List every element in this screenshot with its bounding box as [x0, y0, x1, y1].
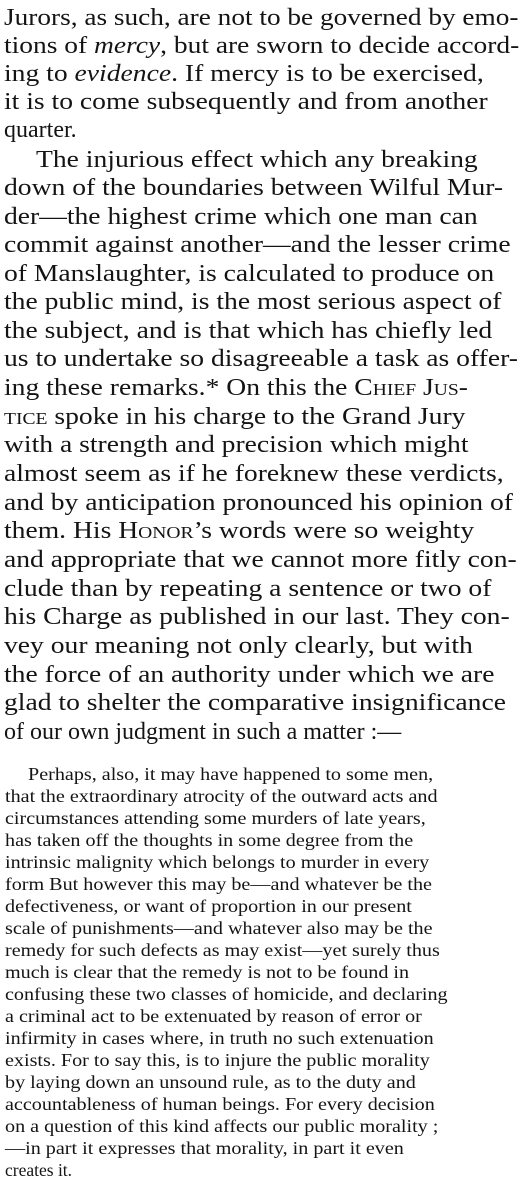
text-line: it is to come subsequently and from another	[4, 89, 488, 115]
text-line: commit against another—and the lesser crime	[4, 232, 511, 258]
quote-line: intrinsic malignity which belongs to murder in every	[5, 852, 430, 872]
quote-line: on a question of this kind affects our public morality ;	[5, 1116, 439, 1136]
quote-line: by laying down an unsound rule, as to the duty and	[5, 1072, 416, 1092]
text-line: tice spoke in his charge to the Grand Jury	[4, 404, 466, 430]
text-line: glad to shelter the comparative insignificance	[4, 690, 506, 716]
quote-line: scale of punishments—and whatever also may be the	[5, 918, 433, 938]
text-line: of our own judgment in such a matter :—	[4, 719, 402, 745]
quote-line: form But however this may be—and whatever be the	[5, 874, 432, 894]
text-line: quarter.	[4, 117, 77, 143]
text-line: with a strength and precision which might	[4, 432, 469, 458]
text-line: ing these remarks.* On this the Chief Jus-	[4, 375, 468, 401]
text-line: tions of mercy, but are sworn to decide accord-	[4, 33, 520, 59]
text-line: of Manslaughter, is calculated to produce on	[4, 261, 495, 287]
text-line: the public mind, is the most serious aspect of	[4, 289, 502, 315]
quote-line: defectiveness, or want of proportion in our present	[5, 896, 412, 916]
quote-line: has taken off the thoughts in some degree from the	[5, 830, 414, 850]
quote-line: remedy for such defects as may exist—yet surely thus	[5, 940, 440, 960]
text-line: clude than by repeating a sentence or two of	[4, 576, 492, 602]
text-line: them. His Honor’s words were so weighty	[4, 518, 475, 544]
quote-line: accountableness of human beings. For every decision	[5, 1094, 435, 1114]
quote-line: circumstances attending some murders of late years,	[5, 808, 426, 828]
text-line: down of the boundaries between Wilful Mur-	[4, 175, 504, 201]
quote-line: Perhaps, also, it may have happened to some men,	[28, 764, 434, 784]
text-line: vey our meaning not only clearly, but with	[4, 633, 473, 659]
text-line: almost seem as if he foreknew these verdicts,	[4, 461, 504, 487]
text-line: The injurious effect which any breaking	[36, 147, 478, 173]
text-line: and by anticipation pronounced his opinion of	[4, 490, 513, 516]
quote-line: exists. For to say this, is to injure the public morality	[5, 1050, 430, 1070]
quote-line: much is clear that the remedy is not to be found in	[5, 962, 410, 982]
quote-line: infirmity in cases where, in truth no such extenuation	[5, 1028, 434, 1048]
quote-line: that the extraordinary atrocity of the outward acts and	[5, 786, 438, 806]
text-line: and appropriate that we cannot more fitly con-	[4, 547, 517, 573]
text-line: der—the highest crime which one man can	[4, 204, 478, 230]
quote-line: a criminal act to be extenuated by reason of error or	[5, 1006, 422, 1026]
text-line: Jurors, as such, are not to be governed by emo-	[4, 5, 519, 31]
quote-line: creates it.	[5, 1160, 73, 1180]
text-line: the force of an authority under which we are	[4, 662, 495, 688]
text-line: his Charge as published in our last. They con-	[4, 604, 510, 630]
text-line: the subject, and is that which has chiefly led	[4, 318, 493, 344]
text-line: ing to evidence. If mercy is to be exercised,	[4, 61, 484, 87]
quote-line: —in part it expresses that morality, in part it even	[5, 1138, 404, 1158]
text-line: us to undertake so disagreeable a task as offer-	[4, 346, 518, 372]
quote-line: confusing these two classes of homicide, and declaring	[5, 984, 448, 1004]
